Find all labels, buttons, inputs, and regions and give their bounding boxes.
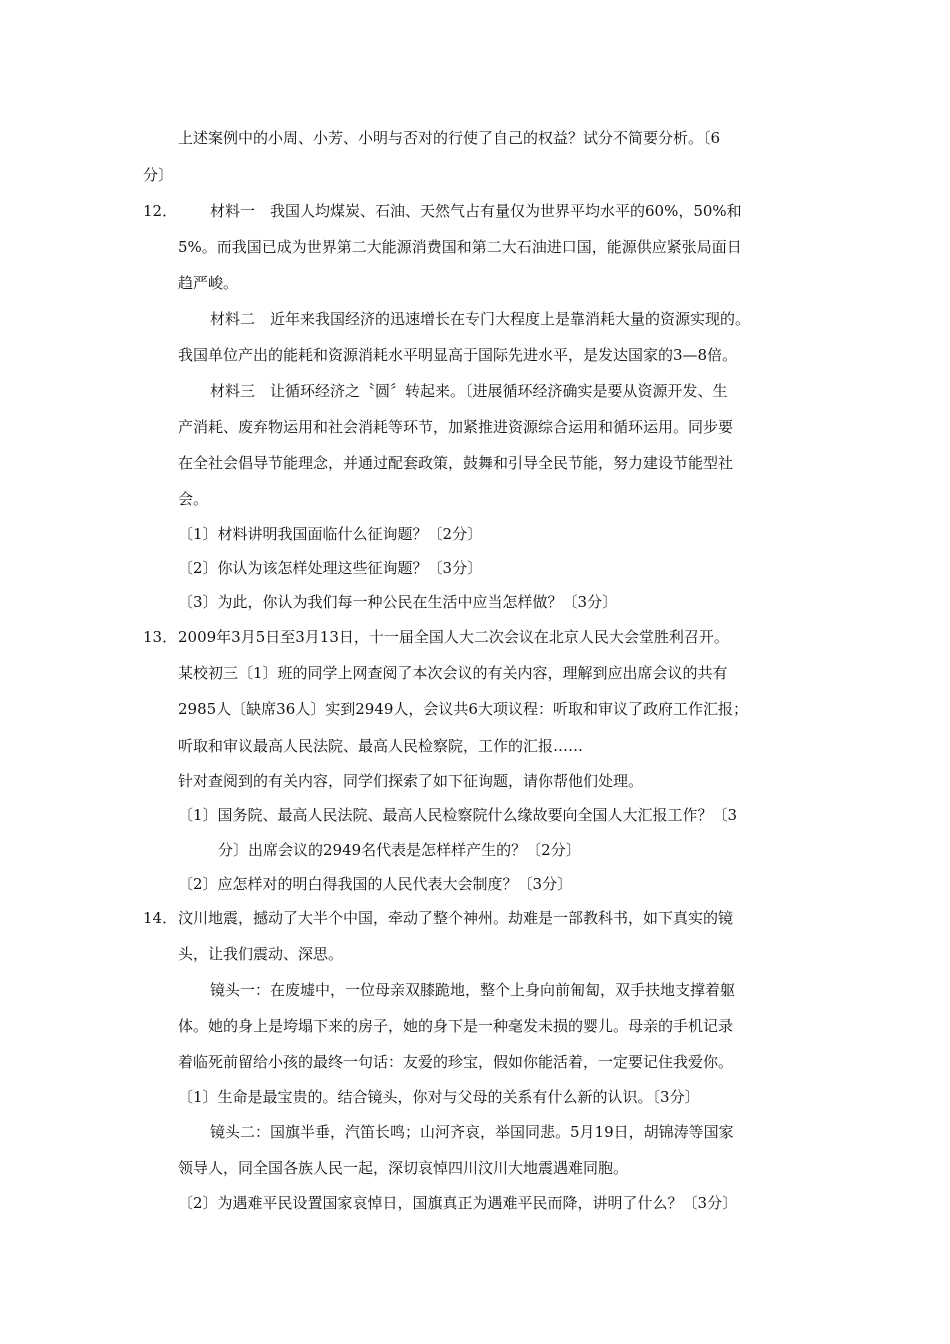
- sub-question: 分〕出席会议的2949名代表是怎样样产生的？〔2分〕: [218, 841, 581, 859]
- text-line: 体。她的身上是垮塌下来的房子，她的身下是一种毫发未损的婴儿。母亲的手机记录: [178, 1017, 734, 1035]
- sub-question: 〔2〕你认为该怎样处理这些征询题？〔3分〕: [178, 559, 483, 577]
- text-line: 在全社会倡导节能理念，并通过配套政策，鼓舞和引导全民节能，努力建设节能型社: [178, 454, 734, 472]
- text-line: 听取和审议最高人民法院、最高人民检察院，工作的汇报……: [178, 737, 584, 755]
- question-number: 13．: [143, 628, 178, 646]
- sub-question: 〔1〕国务院、最高人民法院、最高人民检察院什么缘故要向全国人大汇报工作？〔3: [178, 806, 738, 824]
- text-line: 着临死前留给小孩的最终一句话：友爱的珍宝，假如你能活着，一定要记住我爱你。: [178, 1053, 734, 1071]
- text-line: 我国单位产出的能耗和资源消耗水平明显高于国际先进水平，是发达国家的3—8倍。: [178, 346, 738, 364]
- text-line: 头，让我们震动、深思。: [178, 945, 344, 963]
- text-line: 针对查阅到的有关内容，同学们探索了如下征询题，请你帮他们处理。: [178, 772, 644, 790]
- sub-question: 〔3〕为此，你认为我们每一种公民在生活中应当怎样做？〔3分〕: [178, 593, 618, 611]
- sub-question: 〔1〕材料讲明我国面临什么征询题？〔2分〕: [178, 525, 483, 543]
- text-line: 会。: [178, 490, 209, 508]
- text-line: 某校初三〔1〕班的同学上网查阅了本次会议的有关内容，理解到应出席会议的共有: [178, 664, 728, 682]
- text-line: 汶川地震，撼动了大半个中国，牵动了整个神州。劫难是一部教科书，如下真实的镜: [178, 909, 734, 927]
- question-number: 14．: [143, 909, 178, 927]
- text-line: 镜头二：国旗半垂，汽笛长鸣；山河齐哀，举国同悲。5月19日，胡锦涛等国家: [210, 1123, 734, 1141]
- sub-question: 〔2〕为遇难平民设置国家哀悼日，国旗真正为遇难平民而降，讲明了什么？〔3分〕: [178, 1194, 738, 1212]
- text-line: 产消耗、废弃物运用和社会消耗等环节，加紧推进资源综合运用和循环运用。同步要: [178, 418, 734, 436]
- text-line: 镜头一：在废墟中，一位母亲双膝跪地，整个上身向前匍匐，双手扶地支撑着躯: [210, 981, 736, 999]
- text-line: 5%。而我国已成为世界第二大能源消费国和第二大石油进口国，能源供应紧张局面日: [178, 238, 742, 256]
- text-line: 2009年3月5日至3月13日，十一届全国人大二次会议在北京人民大会堂胜利召开。: [178, 628, 729, 646]
- text-line: 材料一 我国人均煤炭、石油、天然气占有量仅为世界平均水平的60%，50%和: [210, 202, 742, 220]
- text-line: 分〕: [143, 166, 174, 184]
- sub-question: 〔1〕生命是最宝贵的。结合镜头，你对与父母的关系有什么新的认识。〔3分〕: [178, 1088, 700, 1106]
- question-number: 12．: [143, 202, 178, 220]
- text-line: 材料三 让循环经济之〝圆〞转起来。〔进展循环经济确实是要从资源开发、生: [210, 382, 728, 400]
- text-line: 材料二 近年来我国经济的迅速增长在专门大程度上是靠消耗大量的资源实现的。: [210, 310, 751, 328]
- text-line: 2985人〔缺席36人〕实到2949人，会议共6大项议程：听取和审议了政府工作汇报；: [178, 700, 748, 718]
- text-line: 领导人，同全国各族人民一起，深切哀悼四川汶川大地震遇难同胞。: [178, 1159, 629, 1177]
- text-line: 上述案例中的小周、小芳、小明与否对的行使了自己的权益？试分不简要分析。〔6: [178, 129, 721, 147]
- text-line: 趋严峻。: [178, 274, 239, 292]
- sub-question: 〔2〕应怎样对的明白得我国的人民代表大会制度？〔3分〕: [178, 875, 573, 893]
